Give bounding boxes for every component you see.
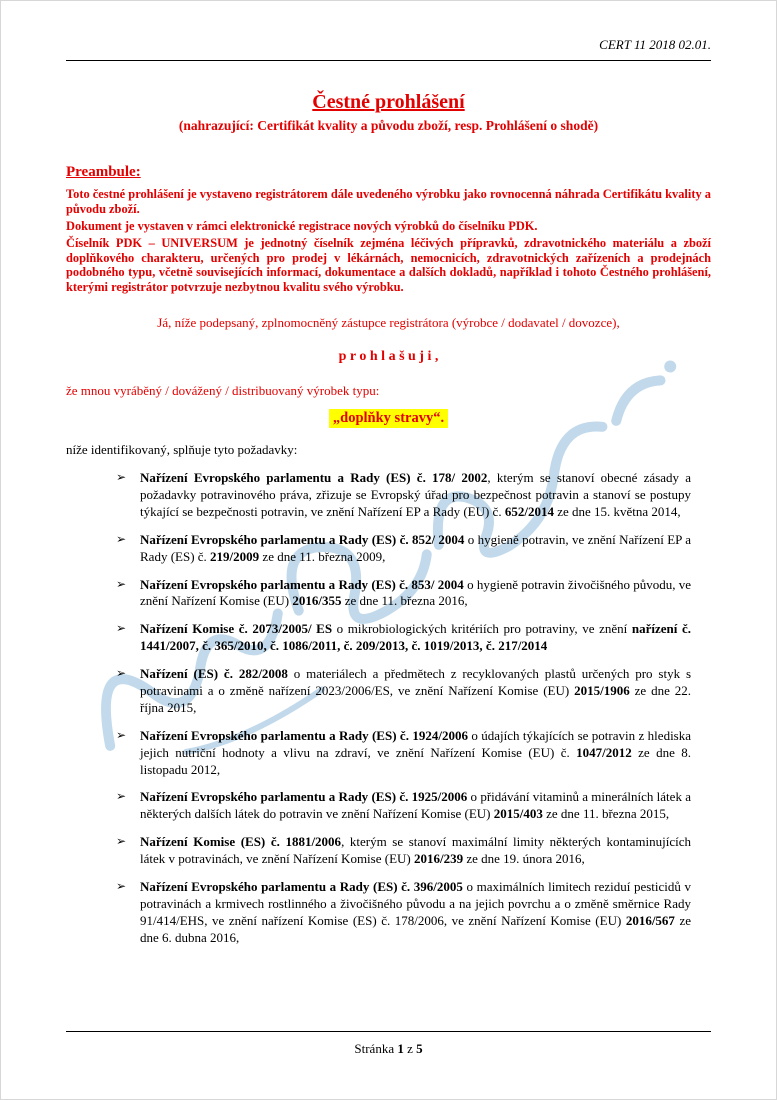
regulation-text: Nařízení Evropského parlamentu a Rady (ES) č. 396/2005 o maximálních limitech reziduí pesticidů v potravinách a krmivech rostlinného a živočišného původu a na jejich povrchu a o změně směrnice Rady 91/414/EHS, ve znění nařízení Komise (ES) č. 178/2006, ve znění Nařízení Komise (EU) 2016/567 ze dne 6. dubna 2016, <box>140 879 692 945</box>
regulation-text: Nařízení Komise (ES) č. 1881/2006, kterým se stanoví maximální limity některých kontaminujících látek v potravinách, ve znění Nařízení Komise (EU) 2016/239 ze dne 19. února 2016, <box>140 834 691 867</box>
bullet-arrow-icon: ➢ <box>116 531 127 546</box>
footer-label: Stránka <box>354 1041 398 1056</box>
regulation-item <box>116 577 691 611</box>
preamble-paragraph: Číselník PDK – UNIVERSUM je jednotný číselník zejména léčivých přípravků, zdravotnického materiálu a zboží doplňkového charakteru, určených pro prodej v lékárnách, nemocnicích, zdravotnických zařízeních a prodejnách podobného typu, včetně souvisejících informací, dokumentace a dalších dokladů, například i tohoto Čestného prohlášení, kterými registrátor potvrzuje nezbytnou kvalitu svého výrobku. <box>66 235 711 295</box>
document-header <box>66 37 711 61</box>
page-number: 1 <box>397 1041 404 1056</box>
regulation-item <box>116 879 691 947</box>
document-title: Čestné prohlášení <box>312 91 465 113</box>
declaration-verb: p r o h l a š u j i , <box>338 349 439 365</box>
requirements-intro: níže identifikovaný, splňuje tyto požadavky: <box>66 442 298 458</box>
regulation-item <box>116 789 691 823</box>
regulation-text: Nařízení Evropského parlamentu a Rady (ES) č. 853/ 2004 o hygieně potravin živočišného původu, ve znění Nařízení Komise (EU) 2016/355 ze dne 11. března 2016, <box>140 576 691 609</box>
regulation-item <box>116 532 691 566</box>
page-total: 5 <box>416 1041 423 1056</box>
regulation-item <box>116 834 691 868</box>
bullet-arrow-icon: ➢ <box>116 621 127 636</box>
regulation-text: Nařízení Evropského parlamentu a Rady (ES) č. 1925/2006 o přidávání vitaminů a minerálních látek a některých dalších látek do potravin ve znění Nařízení Komise (EU) 2015/403 ze dne 11. března 2015, <box>140 789 692 822</box>
regulation-item <box>116 728 691 779</box>
bullet-arrow-icon: ➢ <box>116 666 127 681</box>
page-footer <box>66 1031 711 1057</box>
document-subtitle: (nahrazující: Certifikát kvality a původu zboží, resp. Prohlášení o shodě) <box>178 118 599 133</box>
bullet-arrow-icon: ➢ <box>116 576 127 591</box>
bullet-arrow-icon: ➢ <box>116 834 127 849</box>
preamble-heading: Preambule: <box>66 164 141 180</box>
bullet-arrow-icon: ➢ <box>116 727 127 742</box>
regulation-text: Nařízení Komise č. 2073/2005/ ES o mikrobiologických kritériích pro potraviny, ve znění nařízení č. 1441/2007, č. 365/2010, č. 1086/2011, č. 209/2013, č. 1019/2013, č. 217/2014 <box>140 621 691 654</box>
regulation-item <box>116 621 691 655</box>
footer-of: z <box>403 1041 417 1056</box>
doc-code: CERT 11 2018 02.01. <box>599 37 711 52</box>
regulation-text: Nařízení Evropského parlamentu a Rady (ES) č. 1924/2006 o údajích týkajících se potravin z hlediska jejich nutriční hodnoty a vlivu na zdraví, ve znění Nařízení Komise (EU) č. 1047/2012 ze dne 8. listopadu 2012, <box>140 727 692 777</box>
regulation-item <box>116 666 691 717</box>
regulation-text: Nařízení Evropského parlamentu a Rady (ES) č. 178/ 2002, kterým se stanoví obecné zásady a požadavky potravinového práva, zřizuje se Evropský úřad pro bezpečnost potravin a stanoví se postupy týkající se bezpečnosti potravin, ve znění Nařízení EP a Rady (EU) č. 652/2014 ze dne 15. května 2014, <box>140 470 692 519</box>
bullet-arrow-icon: ➢ <box>116 879 127 894</box>
declaration-intro: Já, níže podepsaný, zplnomocněný zástupce registrátora (výrobce / dodavatel / dovozce), <box>157 315 620 331</box>
bullet-arrow-icon: ➢ <box>116 789 127 804</box>
regulation-item <box>116 470 691 521</box>
regulation-text: Nařízení (ES) č. 282/2008 o materiálech a předmětech z recyklovaných plastů určených pro styk s potravinami a o změně nařízení 2023/2006/ES, ve znění Nařízení Komise (EU) 2015/1906 ze dne 22. října 2015, <box>140 666 691 715</box>
bullet-arrow-icon: ➢ <box>116 470 127 485</box>
regulations-list <box>116 470 691 946</box>
product-type-highlight: „doplňky stravy“. <box>329 409 448 428</box>
regulation-text: Nařízení Evropského parlamentu a Rady (ES) č. 852/ 2004 o hygieně potravin, ve znění Nařízení EP a Rady (ES) č. 219/2009 ze dne 11. března 2009, <box>140 531 692 564</box>
preamble-paragraph: Dokument je vystaven v rámci elektronické registrace nových výrobků do číselníku PDK. <box>66 218 538 233</box>
product-type-wrap <box>66 409 711 428</box>
preamble-paragraph: Toto čestné prohlášení je vystaveno registrátorem dále uvedeného výrobku jako rovnocenná náhrada Certifikátu kvality a původu zboží. <box>66 187 711 216</box>
product-line: že mnou vyráběný / dovážený / distribuovaný výrobek typu: <box>66 383 380 399</box>
